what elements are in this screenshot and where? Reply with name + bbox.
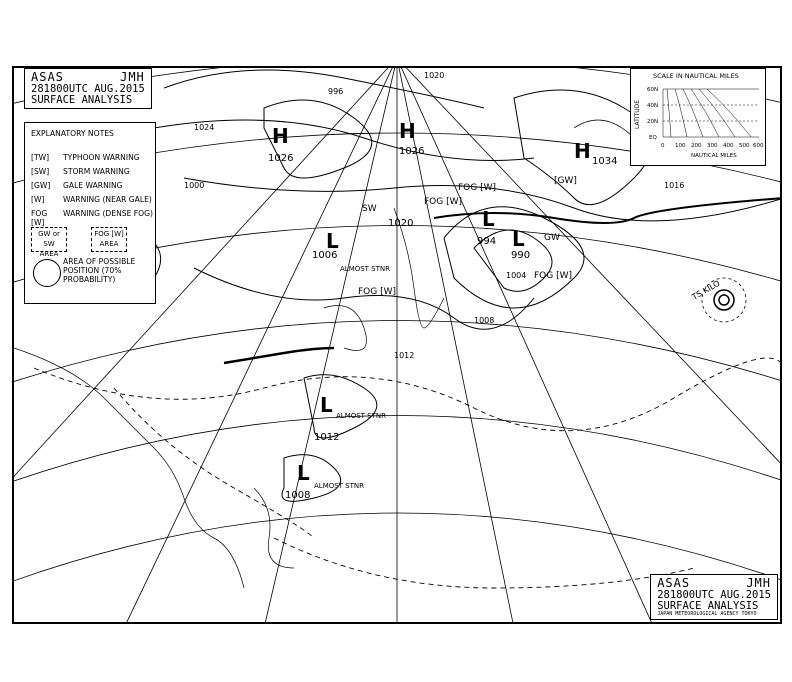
- legend-code: [TW]: [31, 153, 50, 162]
- scale-distance-label: 600: [753, 143, 764, 149]
- high-pressure-value: 1026: [399, 146, 425, 157]
- tropical-storm-label: TS KILO: [690, 278, 722, 302]
- high-pressure-value: 1026: [268, 153, 294, 164]
- legend-area-caption: AREA: [99, 240, 119, 248]
- low-pressure-value: 1020: [388, 218, 414, 229]
- weather-chart: [12, 66, 782, 624]
- storm-warning-label: SW: [362, 204, 377, 214]
- contour-label: 1008: [474, 316, 495, 325]
- scale-distance-label: 0: [661, 143, 665, 149]
- legend-code: FOG [W]: [31, 209, 48, 227]
- title-center: JMH: [120, 70, 145, 84]
- legend-row: [31, 181, 123, 190]
- legend-text: GALE WARNING: [63, 181, 123, 190]
- fog-warning-label: FOG [W]: [458, 183, 497, 193]
- title-agency: ASAS: [31, 70, 64, 84]
- low-pressure-value: 1006: [312, 250, 338, 261]
- legend-text: WARNING (NEAR GALE): [63, 195, 152, 204]
- gale-warning-label: [GW]: [554, 176, 577, 186]
- chart-title-top-left: [24, 68, 152, 109]
- scale-lat-label: 60N: [647, 87, 659, 93]
- legend-code: [GW]: [31, 181, 51, 190]
- legend-title: EXPLANATORY NOTES: [31, 129, 114, 138]
- legend-row: [31, 209, 153, 227]
- low-pressure-value: 990: [511, 250, 531, 261]
- low-label: L: [320, 393, 333, 417]
- high-label: H: [574, 139, 591, 163]
- legend-row: [31, 167, 130, 176]
- low-label: L: [326, 229, 339, 253]
- legend-area-gale: [31, 227, 67, 258]
- legend-probability-text: AREA OF POSSIBLE POSITION (70% PROBABILITY): [63, 257, 136, 284]
- fog-warning-label: FOG [W]: [424, 197, 463, 207]
- high-label: H: [399, 119, 416, 143]
- scale-distance-label: 100: [675, 143, 686, 149]
- legend-text: TYPHOON WARNING: [63, 153, 140, 162]
- warning-labels: [358, 176, 721, 302]
- low-label: L: [512, 227, 525, 251]
- legend-row: [31, 153, 140, 162]
- contour-label: 1024: [194, 123, 215, 132]
- scale-y-label: LATITUDE: [634, 99, 641, 129]
- explanatory-notes: [24, 122, 156, 304]
- contour-label: 1000: [184, 181, 205, 190]
- scale-graph: [631, 69, 765, 165]
- legend-text: WARNING (DENSE FOG): [63, 209, 153, 218]
- low-motion-note: ALMOST STNR: [336, 412, 387, 420]
- title-product: SURFACE ANALYSIS: [31, 93, 133, 106]
- nautical-mile-scale: [630, 68, 766, 166]
- scale-lat-label: 40N: [647, 103, 659, 109]
- title-credit: JAPAN METEOROLOGICAL AGENCY TOKYO: [657, 610, 757, 617]
- stationary-front: [224, 348, 334, 363]
- scale-distance-label: 300: [707, 143, 718, 149]
- scale-distance-label: 200: [691, 143, 702, 149]
- legend-code: [W]: [31, 195, 45, 204]
- legend-area-label: GW or SW: [38, 230, 60, 248]
- scale-distance-label: 500: [739, 143, 750, 149]
- scale-lat-label: EQ: [649, 135, 657, 141]
- low-motion-note: ALMOST STNR: [314, 482, 365, 490]
- low-label: L: [297, 461, 310, 485]
- low-label: L: [482, 207, 495, 231]
- low-pressure-value: 1008: [285, 490, 311, 501]
- legend-area-fog: [91, 227, 127, 252]
- legend-code: [SW]: [31, 167, 50, 176]
- legend-row: [31, 195, 152, 204]
- scale-lat-label: 20N: [647, 119, 659, 125]
- low-motion-note: ALMOST STNR: [340, 265, 391, 273]
- scale-title: SCALE IN NAUTICAL MILES: [653, 72, 739, 80]
- chart-title-bottom-right: [650, 574, 778, 620]
- scale-distance-label: 400: [723, 143, 734, 149]
- contour-label: 1016: [664, 181, 685, 190]
- legend-area-label: FOG [W]: [94, 230, 124, 238]
- legend-area-caption: AREA: [39, 250, 59, 258]
- title-center: JMH: [746, 576, 771, 591]
- high-pressure-value: 1034: [592, 156, 618, 167]
- dashed-lines: [34, 358, 780, 591]
- gale-warning-label: GW: [544, 233, 560, 243]
- contour-label: 996: [328, 87, 344, 96]
- scale-x-label: NAUTICAL MILES: [691, 153, 737, 159]
- high-label: H: [272, 124, 289, 148]
- title-time: 281800UTC AUG.2015: [657, 588, 771, 601]
- title-product: SURFACE ANALYSIS: [657, 599, 759, 612]
- legend-text: STORM WARNING: [63, 167, 130, 176]
- low-pressure-value: 994: [477, 236, 497, 247]
- title-agency: ASAS: [657, 576, 691, 591]
- low-pressure-value: 1012: [314, 432, 340, 443]
- fog-warning-label: FOG [W]: [358, 287, 397, 297]
- contour-label: 1020: [424, 71, 445, 80]
- fog-warning-label: FOG [W]: [534, 271, 573, 281]
- contour-label: 1004: [506, 271, 527, 280]
- contour-label: 1012: [394, 351, 415, 360]
- probability-circle-icon: [33, 259, 61, 287]
- title-time: 281800UTC AUG.2015: [31, 82, 145, 95]
